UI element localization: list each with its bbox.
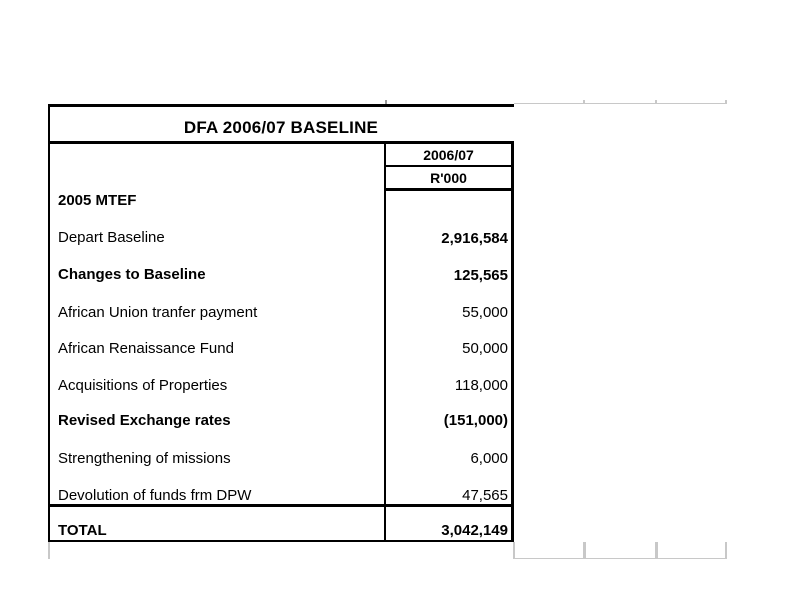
- table-title: DFA 2006/07 BASELINE: [183, 118, 379, 137]
- gridline: [514, 103, 726, 104]
- total-value: 3,042,149: [441, 522, 508, 539]
- row-label-changes-to-baseline: Changes to Baseline: [58, 266, 206, 283]
- column-header-unit: R'000: [430, 170, 467, 186]
- row-value-exchange-rates: (151,000): [443, 412, 508, 429]
- row-label-devolution-funds: Devolution of funds frm DPW: [58, 487, 252, 504]
- total-label: TOTAL: [58, 522, 107, 539]
- gridline: [655, 100, 657, 104]
- row-label-depart-baseline: Depart Baseline: [58, 229, 165, 246]
- row-label-african-renaissance: African Renaissance Fund: [58, 340, 234, 357]
- column-header-year: 2006/07: [423, 147, 474, 163]
- row-value-acquisitions: 118,000: [454, 377, 508, 394]
- total-rule: [48, 504, 514, 507]
- section-label: 2005 MTEF: [58, 192, 137, 209]
- gridline: [514, 558, 726, 559]
- row-label-strengthening-missions: Strengthening of missions: [58, 450, 231, 467]
- row-label-acquisitions: Acquisitions of Properties: [58, 377, 228, 394]
- gridline: [725, 542, 727, 559]
- row-value-changes-to-baseline: 125,565: [453, 267, 508, 284]
- title-rule: [48, 141, 514, 144]
- gridline: [583, 542, 586, 559]
- header-rule-1: [385, 165, 514, 167]
- column-divider: [384, 143, 386, 542]
- header-rule-2: [385, 188, 514, 191]
- gridline: [583, 100, 585, 104]
- gridline: [513, 542, 515, 559]
- row-value-african-renaissance: 50,000: [462, 340, 508, 357]
- row-value-depart-baseline: 2,916,584: [441, 230, 508, 247]
- gridline: [725, 100, 727, 104]
- gridline: [48, 542, 50, 559]
- row-value-devolution-funds: 47,565: [462, 487, 508, 504]
- gridline: [655, 542, 658, 559]
- table-right-border: [511, 143, 514, 542]
- row-value-strengthening-missions: 6,000: [470, 450, 508, 467]
- row-label-african-union: African Union tranfer payment: [58, 304, 258, 321]
- row-value-african-union: 55,000: [462, 304, 508, 321]
- row-label-exchange-rates: Revised Exchange rates: [58, 412, 231, 429]
